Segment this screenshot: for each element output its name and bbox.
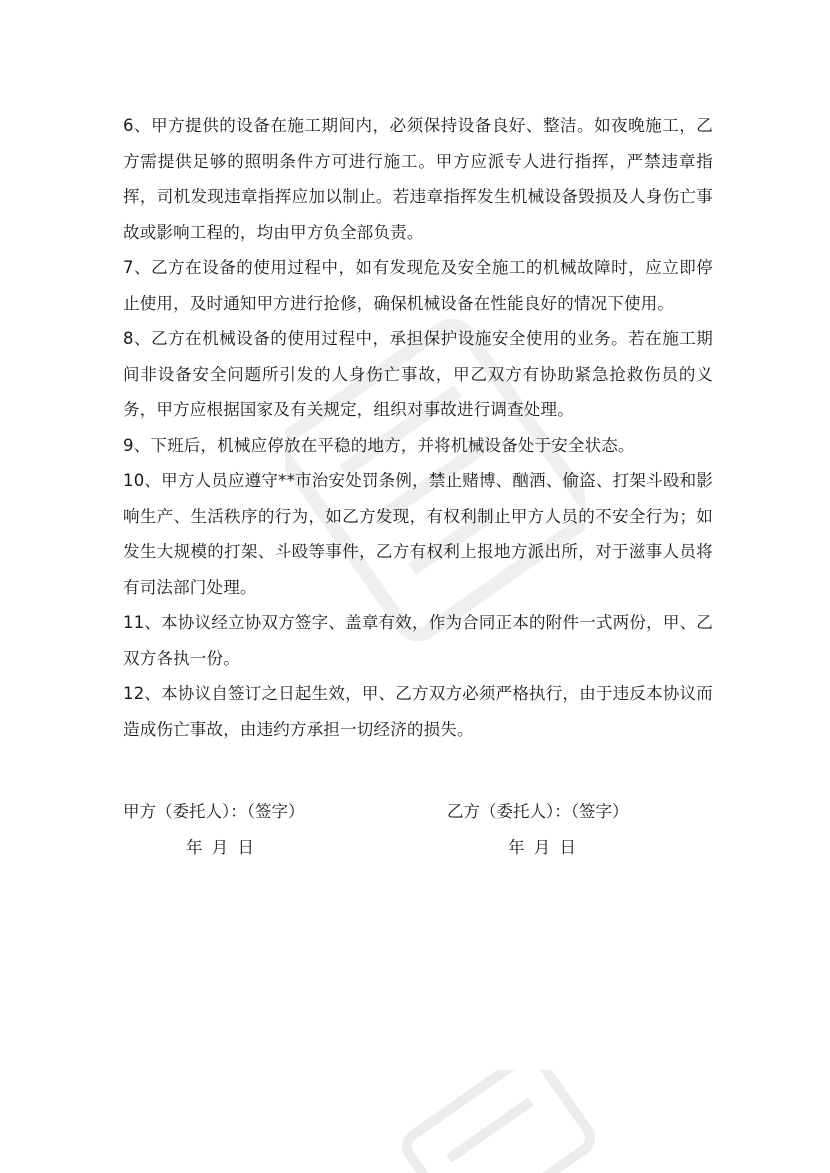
- party-a-date-label: 年 月 日: [186, 838, 254, 857]
- agreement-clauses: [123, 108, 713, 747]
- clause-11: 11、本协议经立协双方签字、盖章有效，作为合同正本的附件一式两份，甲、乙双方各执一份。: [123, 613, 713, 668]
- clause-12: 12、本协议自签订之日起生效，甲、乙方双方必须严格执行，由于违反本协议而造成伤亡事故，由违约方承担一切经济的损失。: [123, 684, 713, 739]
- clause-8: 8、乙方在机械设备的使用过程中，承担保护设施安全使用的业务。若在施工期间非设备安全问题所引发的人身伤亡事故，甲乙双方有协助紧急抢救伤员的义务，甲方应根据国家及有关规定，组织对事故进行调查处理。: [123, 329, 713, 419]
- party-a-signature-label: 甲方（委托人）：（签字）: [123, 802, 305, 821]
- clause-9: 9、下班后，机械应停放在平稳的地方，并将机械设备处于安全状态。: [123, 435, 635, 455]
- watermark-image-bottom: [380, 1070, 600, 1173]
- clause-6: 6、甲方提供的设备在施工期间内，必须保持设备良好、整洁。如夜晚施工，乙方需提供足够的照明条件方可进行施工。甲方应派专人进行指挥，严禁违章指挥，司机发现违章指挥应加以制止。若违章指挥发生机械设备毁损及人身伤亡事故或影响工程的，均由甲方负全部负责。: [123, 116, 713, 242]
- party-b-date-label: 年 月 日: [508, 838, 576, 857]
- clause-10: 10、甲方人员应遵守**市治安处罚条例，禁止赌博、酗酒、偷盗、打架斗殴和影响生产、生活秩序的行为，如乙方发现，有权利制止甲方人员的不安全行为；如发生大规模的打架、斗殴等事件，乙方有权利上报地方派出所，对于滋事人员将有司法部门处理。: [123, 471, 713, 597]
- party-b-signature-label: 乙方（委托人）：（签字）: [447, 802, 629, 821]
- clause-7: 7、乙方在设备的使用过程中，如有发现危及安全施工的机械故障时，应立即停止使用，及时通知甲方进行抢修，确保机械设备在性能良好的情况下使用。: [123, 258, 713, 313]
